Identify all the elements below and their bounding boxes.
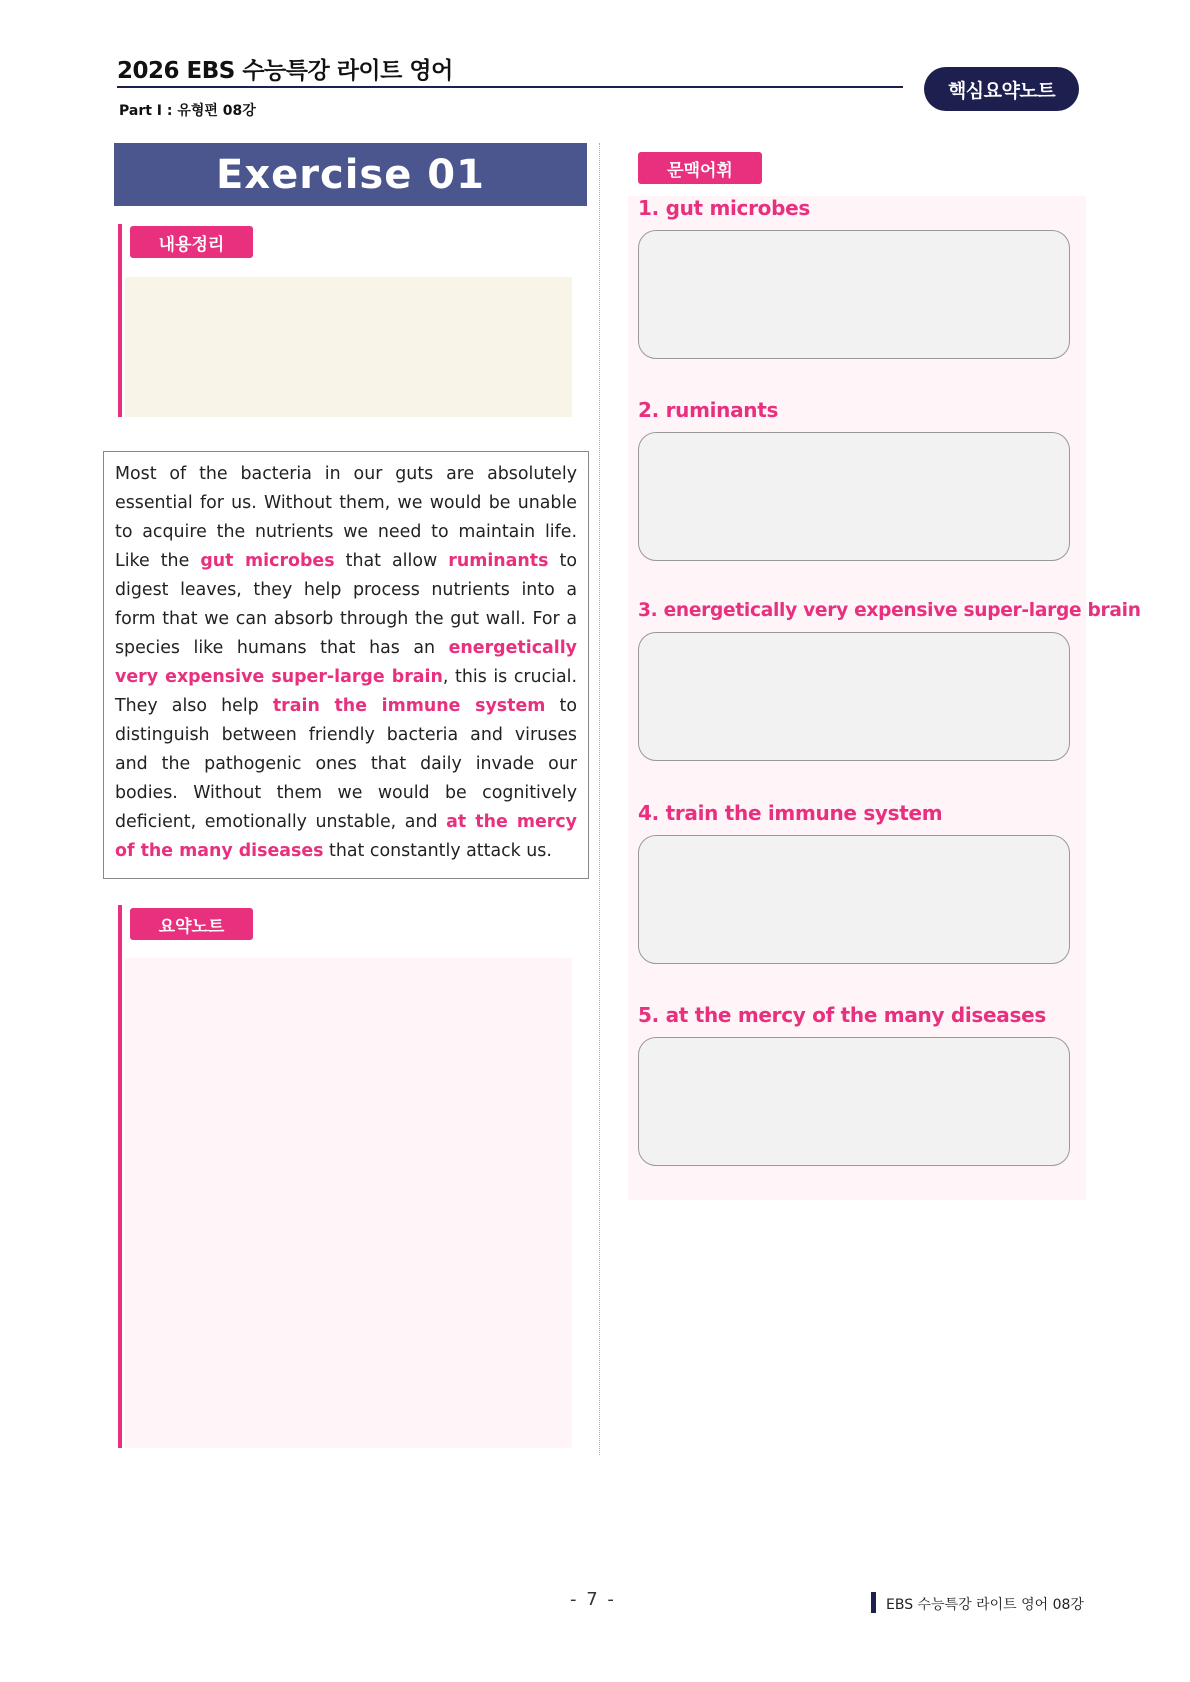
header-rule <box>117 86 903 88</box>
passage-segment: to digest leaves, they help process nutrients into a form that we can absorb through the gut wall. For a species like humans that has an <box>115 551 577 658</box>
passage-segment: Most of the bacteria in our guts are absolutely essential for us. Without them, we would be unable to acquire the nutrients we need to maintain life. Like the <box>115 464 577 571</box>
column-divider <box>599 143 600 1455</box>
note-accent-bar <box>118 905 122 1448</box>
vocab-label-3: 3. energetically very expensive super-large brain <box>638 600 1141 621</box>
exercise-title-banner: Exercise 01 <box>114 143 587 206</box>
highlighted-phrase: ruminants <box>448 551 549 571</box>
footer-mark <box>871 1592 876 1613</box>
passage-segment: , this is crucial. They also help <box>115 667 577 716</box>
vocab-label-5: 5. at the mercy of the many diseases <box>638 1003 1046 1027</box>
vocab-label-4: 4. train the immune system <box>638 801 943 825</box>
page-number: - 7 - <box>570 1589 616 1610</box>
series-title: 2026 EBS 수능특강 라이트 영어 <box>117 58 453 84</box>
vocab-label-1: 1. gut microbes <box>638 196 810 220</box>
note-writing-area[interactable] <box>125 958 572 1448</box>
passage-segment: that allow <box>334 551 449 571</box>
vocab-answer-box-1[interactable] <box>638 230 1070 359</box>
passage-box <box>103 451 589 879</box>
core-summary-badge: 핵심요약노트 <box>924 67 1079 111</box>
vocab-answer-box-2[interactable] <box>638 432 1070 561</box>
highlighted-phrase: train the immune system <box>272 696 546 716</box>
vocab-answer-box-4[interactable] <box>638 835 1070 964</box>
vocab-answer-box-5[interactable] <box>638 1037 1070 1166</box>
passage-segment: to distinguish between friendly bacteria and viruses and the pathogenic ones that daily invade our bodies. Without them we would be cognitively deficient, emotionally unstable, and <box>115 696 577 832</box>
footer-text: EBS 수능특강 라이트 영어 08강 <box>886 1597 1084 1613</box>
note-tag: 요약노트 <box>130 908 253 940</box>
highlighted-phrase: gut microbes <box>200 551 335 571</box>
summary-writing-area[interactable] <box>125 277 572 417</box>
vocab-label-2: 2. ruminants <box>638 398 779 422</box>
vocab-answer-box-3[interactable] <box>638 632 1070 761</box>
passage-segment: that constantly attack us. <box>323 841 552 861</box>
vocab-tag: 문맥어휘 <box>638 152 762 184</box>
part-label: Part Ⅰ : 유형편 08강 <box>119 103 256 119</box>
summary-accent-bar <box>118 224 122 417</box>
summary-tag: 내용정리 <box>130 226 253 258</box>
highlighted-phrase: at the mercy of the many diseases <box>115 812 577 861</box>
passage-text <box>115 460 577 866</box>
highlighted-phrase: energetically very expensive super-large brain <box>115 638 577 687</box>
